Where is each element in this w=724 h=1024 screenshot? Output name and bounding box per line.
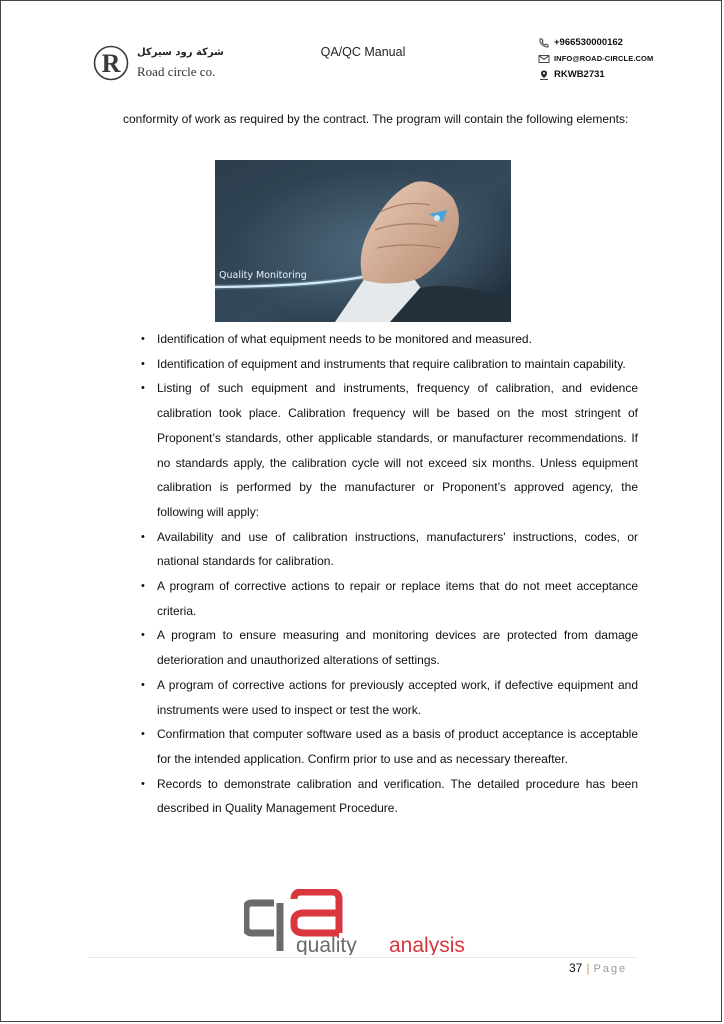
document-title: QA/QC Manual xyxy=(320,45,406,59)
company-name: Road circle co. xyxy=(137,64,216,79)
envelope-icon xyxy=(538,54,550,64)
list-item: • A program to ensure measuring and monitoring devices are protected from damage deterioration and unauthorized alterations of settings. xyxy=(141,623,638,672)
road-circle-logo-icon xyxy=(93,45,129,81)
contact-phone-row xyxy=(538,35,653,51)
contact-email: INFO@ROAD-CIRCLE.COM xyxy=(554,54,654,63)
page-number-value: 37 xyxy=(569,961,583,975)
list-item: • Identification of what equipment needs to be monitored and measured. xyxy=(141,327,638,352)
list-item: • Availability and use of calibration instructions, manufacturers' instructions, codes, or national standards for calibration. xyxy=(141,525,638,574)
list-item: • Listing of such equipment and instruments, frequency of calibration, and evidence calibration took place. Calibration frequency will be based on the most stringent of Proponent’s standards, other applicable standards, or manufacturer recommendations. If no standards apply, the calibration cycle will not exceed six months. Unless equipment calibration is performed by the manufacturer or Proponent’s approved agency, the following will apply: xyxy=(141,376,638,524)
contact-phone: +966530000162 xyxy=(554,37,623,48)
company-name-arabic: شركة رود سيركل xyxy=(137,47,224,58)
requirements-list xyxy=(141,327,638,821)
list-item: • Identification of equipment and instruments that require calibration to maintain capability. xyxy=(141,352,638,377)
page-word: Page xyxy=(593,963,628,975)
logo-word-analysis: analysis xyxy=(389,934,465,955)
quality-analysis-logo xyxy=(244,889,494,955)
logo-word-quality: quality xyxy=(296,934,357,955)
company-logo xyxy=(93,45,233,85)
list-item: • Records to demonstrate calibration and verification. The detailed procedure has been described in Quality Management Procedure. xyxy=(141,772,638,821)
page-number xyxy=(569,961,627,975)
image-caption: Quality Monitoring xyxy=(219,270,307,281)
list-item: • A program of corrective actions to repair or replace items that do not meet acceptance criteria. xyxy=(141,574,638,623)
hand-drawing-graph-illustration xyxy=(215,160,511,322)
list-item: • Confirmation that computer software used as a basis of product acceptance is acceptable for the intended application. Confirm prior to use and as necessary thereafter. xyxy=(141,722,638,771)
contact-code: RKWB2731 xyxy=(554,69,605,80)
phone-icon xyxy=(538,38,550,48)
quality-monitoring-image xyxy=(215,160,511,322)
location-pin-icon xyxy=(538,70,550,80)
contact-email-row xyxy=(538,51,653,67)
intro-paragraph: conformity of work as required by the contract. The program will contain the following elements: xyxy=(123,112,629,126)
footer-divider xyxy=(88,957,638,958)
page-number-separator: | xyxy=(586,961,590,975)
contact-block xyxy=(538,35,653,83)
svg-text:R: R xyxy=(101,49,121,78)
list-item: • A program of corrective actions for previously accepted work, if defective equipment and instruments were used to inspect or test the work. xyxy=(141,673,638,722)
contact-code-row xyxy=(538,67,653,83)
